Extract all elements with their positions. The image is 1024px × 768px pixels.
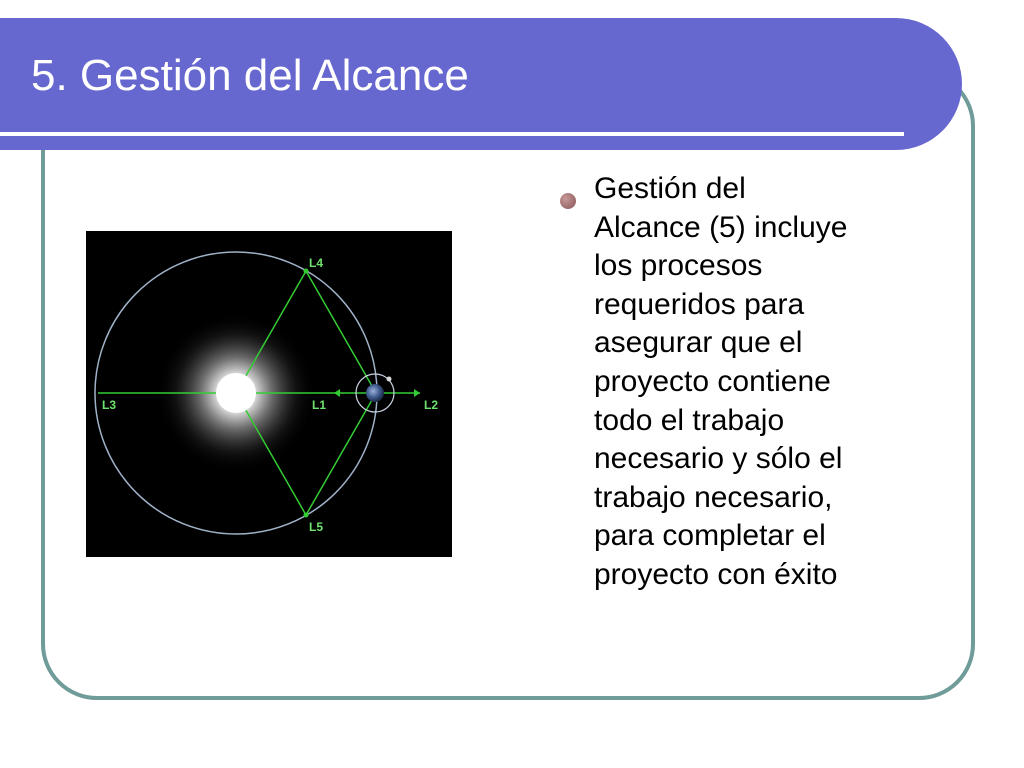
slide-title: 5. Gestión del Alcance xyxy=(31,51,469,100)
bullet-line: proyecto contiene xyxy=(594,364,831,398)
bullet-line: para completar el xyxy=(594,519,826,553)
bullet-line: Gestión del xyxy=(594,172,746,205)
l4-point xyxy=(304,269,309,274)
bullet-dot-icon xyxy=(560,193,576,209)
bullet-item xyxy=(556,170,946,595)
bullet-line: requeridos para xyxy=(594,287,805,321)
title-underline xyxy=(0,132,904,136)
bullet-line: necesario y sólo el xyxy=(594,442,843,476)
bullet-line: todo el trabajo xyxy=(594,403,785,437)
l2-arrow-icon xyxy=(414,389,420,397)
bullet-line: proyecto con éxito xyxy=(594,557,838,591)
l4-earth-line xyxy=(306,271,376,393)
lagrange-points-diagram xyxy=(86,231,452,557)
lagrange-diagram-svg xyxy=(86,231,452,557)
bullet-text xyxy=(594,170,946,595)
label-l5: L5 xyxy=(309,520,324,534)
moon xyxy=(387,377,392,382)
label-l1: L1 xyxy=(312,398,327,412)
sun xyxy=(216,373,256,413)
label-l4: L4 xyxy=(309,256,324,270)
l1-arrow-icon xyxy=(334,389,340,397)
earth xyxy=(366,384,384,402)
l5-point xyxy=(304,513,309,518)
bullet-line: Alcance (5) incluye xyxy=(594,210,848,244)
label-l2: L2 xyxy=(424,398,439,412)
label-l3: L3 xyxy=(102,398,117,412)
bullet-line: trabajo necesario, xyxy=(594,480,833,514)
bullet-line: asegurar que el xyxy=(594,326,803,360)
bullet-line: los procesos xyxy=(594,249,763,283)
